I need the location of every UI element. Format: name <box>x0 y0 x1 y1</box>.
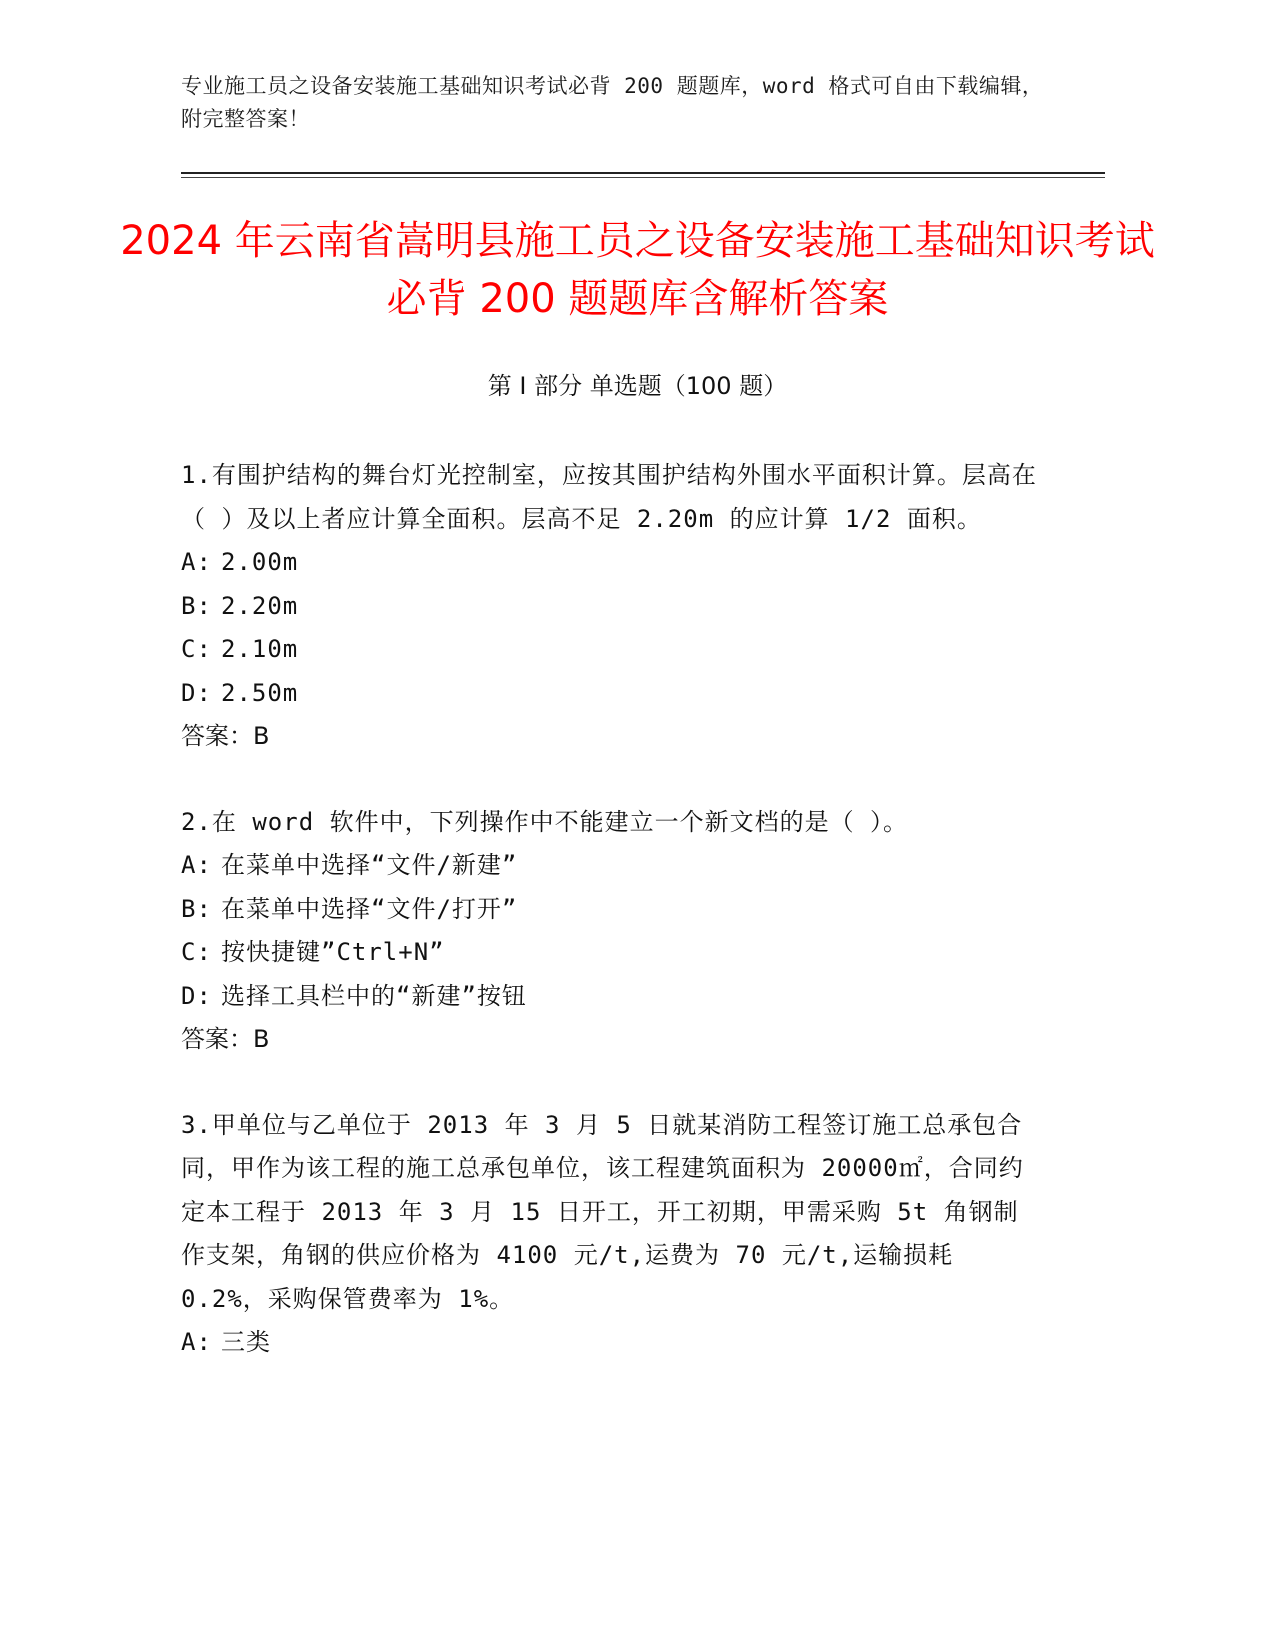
option-text: 2.10m <box>221 635 299 663</box>
header-divider-thin <box>181 177 1105 178</box>
question-1 <box>181 454 1041 759</box>
option-letter: D: <box>181 981 212 1010</box>
section-heading: 第 I 部分 单选题（100 题） <box>487 372 788 400</box>
option-b <box>181 888 1041 932</box>
option-a <box>181 541 1041 585</box>
question-stem: 3.甲单位与乙单位于 2013 年 3 月 5 日就某消防工程签订施工总承包合同，甲作为该工程的施工总承包单位，该工程建筑面积为 20000㎡，合同约定本工程于 2013 年 3 月 15 日开工，开工初期，甲需采购 5t 角钢制作支架，角钢的供应价格为 4100 元/t,运费为 70 元/t,运输损耗 0.2%，采购保管费率为 1%。 <box>181 1110 1024 1313</box>
option-text: 在菜单中选择“文件/打开” <box>221 894 518 923</box>
option-letter: C: <box>181 635 212 663</box>
option-text: 选择工具栏中的“新建”按钮 <box>221 981 527 1010</box>
option-text: 在菜单中选择“文件/新建” <box>221 851 518 879</box>
option-letter: C: <box>181 938 212 966</box>
option-c <box>181 628 1041 672</box>
option-letter: B: <box>181 591 212 620</box>
option-letter: A: <box>181 851 212 879</box>
question-3 <box>181 1104 1041 1365</box>
option-text: 按快捷键”Ctrl+N” <box>221 938 445 966</box>
question-stem: 1.有围护结构的舞台灯光控制室，应按其围护结构外围水平面积计算。层高在（ ）及以上者应计算全面积。层高不足 2.20m 的应计算 1/2 面积。 <box>181 461 1037 533</box>
option-text: 三类 <box>221 1328 271 1356</box>
option-d <box>181 672 1041 716</box>
option-text: 2.20m <box>221 591 299 620</box>
question-2 <box>181 801 1041 1062</box>
question-list <box>181 454 1041 1407</box>
document-title: 2024 年云南省嵩明县施工员之设备安装施工基础知识考试必背 200 题题库含解析答案 <box>120 218 1155 322</box>
option-letter: B: <box>181 894 212 923</box>
answer-label: 答案：B <box>181 722 270 750</box>
option-d <box>181 975 1041 1019</box>
header-divider-thick <box>181 172 1105 174</box>
option-a <box>181 1321 1041 1365</box>
option-letter: A: <box>181 548 212 576</box>
option-c <box>181 931 1041 975</box>
question-stem: 2.在 word 软件中，下列操作中不能建立一个新文档的是（ ）。 <box>181 807 909 836</box>
option-text: 2.00m <box>221 548 299 576</box>
option-letter: A: <box>181 1328 212 1356</box>
option-text: 2.50m <box>221 678 299 707</box>
answer-label: 答案：B <box>181 1025 270 1053</box>
option-letter: D: <box>181 678 212 707</box>
header-note: 专业施工员之设备安装施工基础知识考试必背 200 题题库，word 格式可自由下载编辑，附完整答案！ <box>181 74 1044 131</box>
option-a <box>181 844 1041 888</box>
option-b <box>181 585 1041 629</box>
